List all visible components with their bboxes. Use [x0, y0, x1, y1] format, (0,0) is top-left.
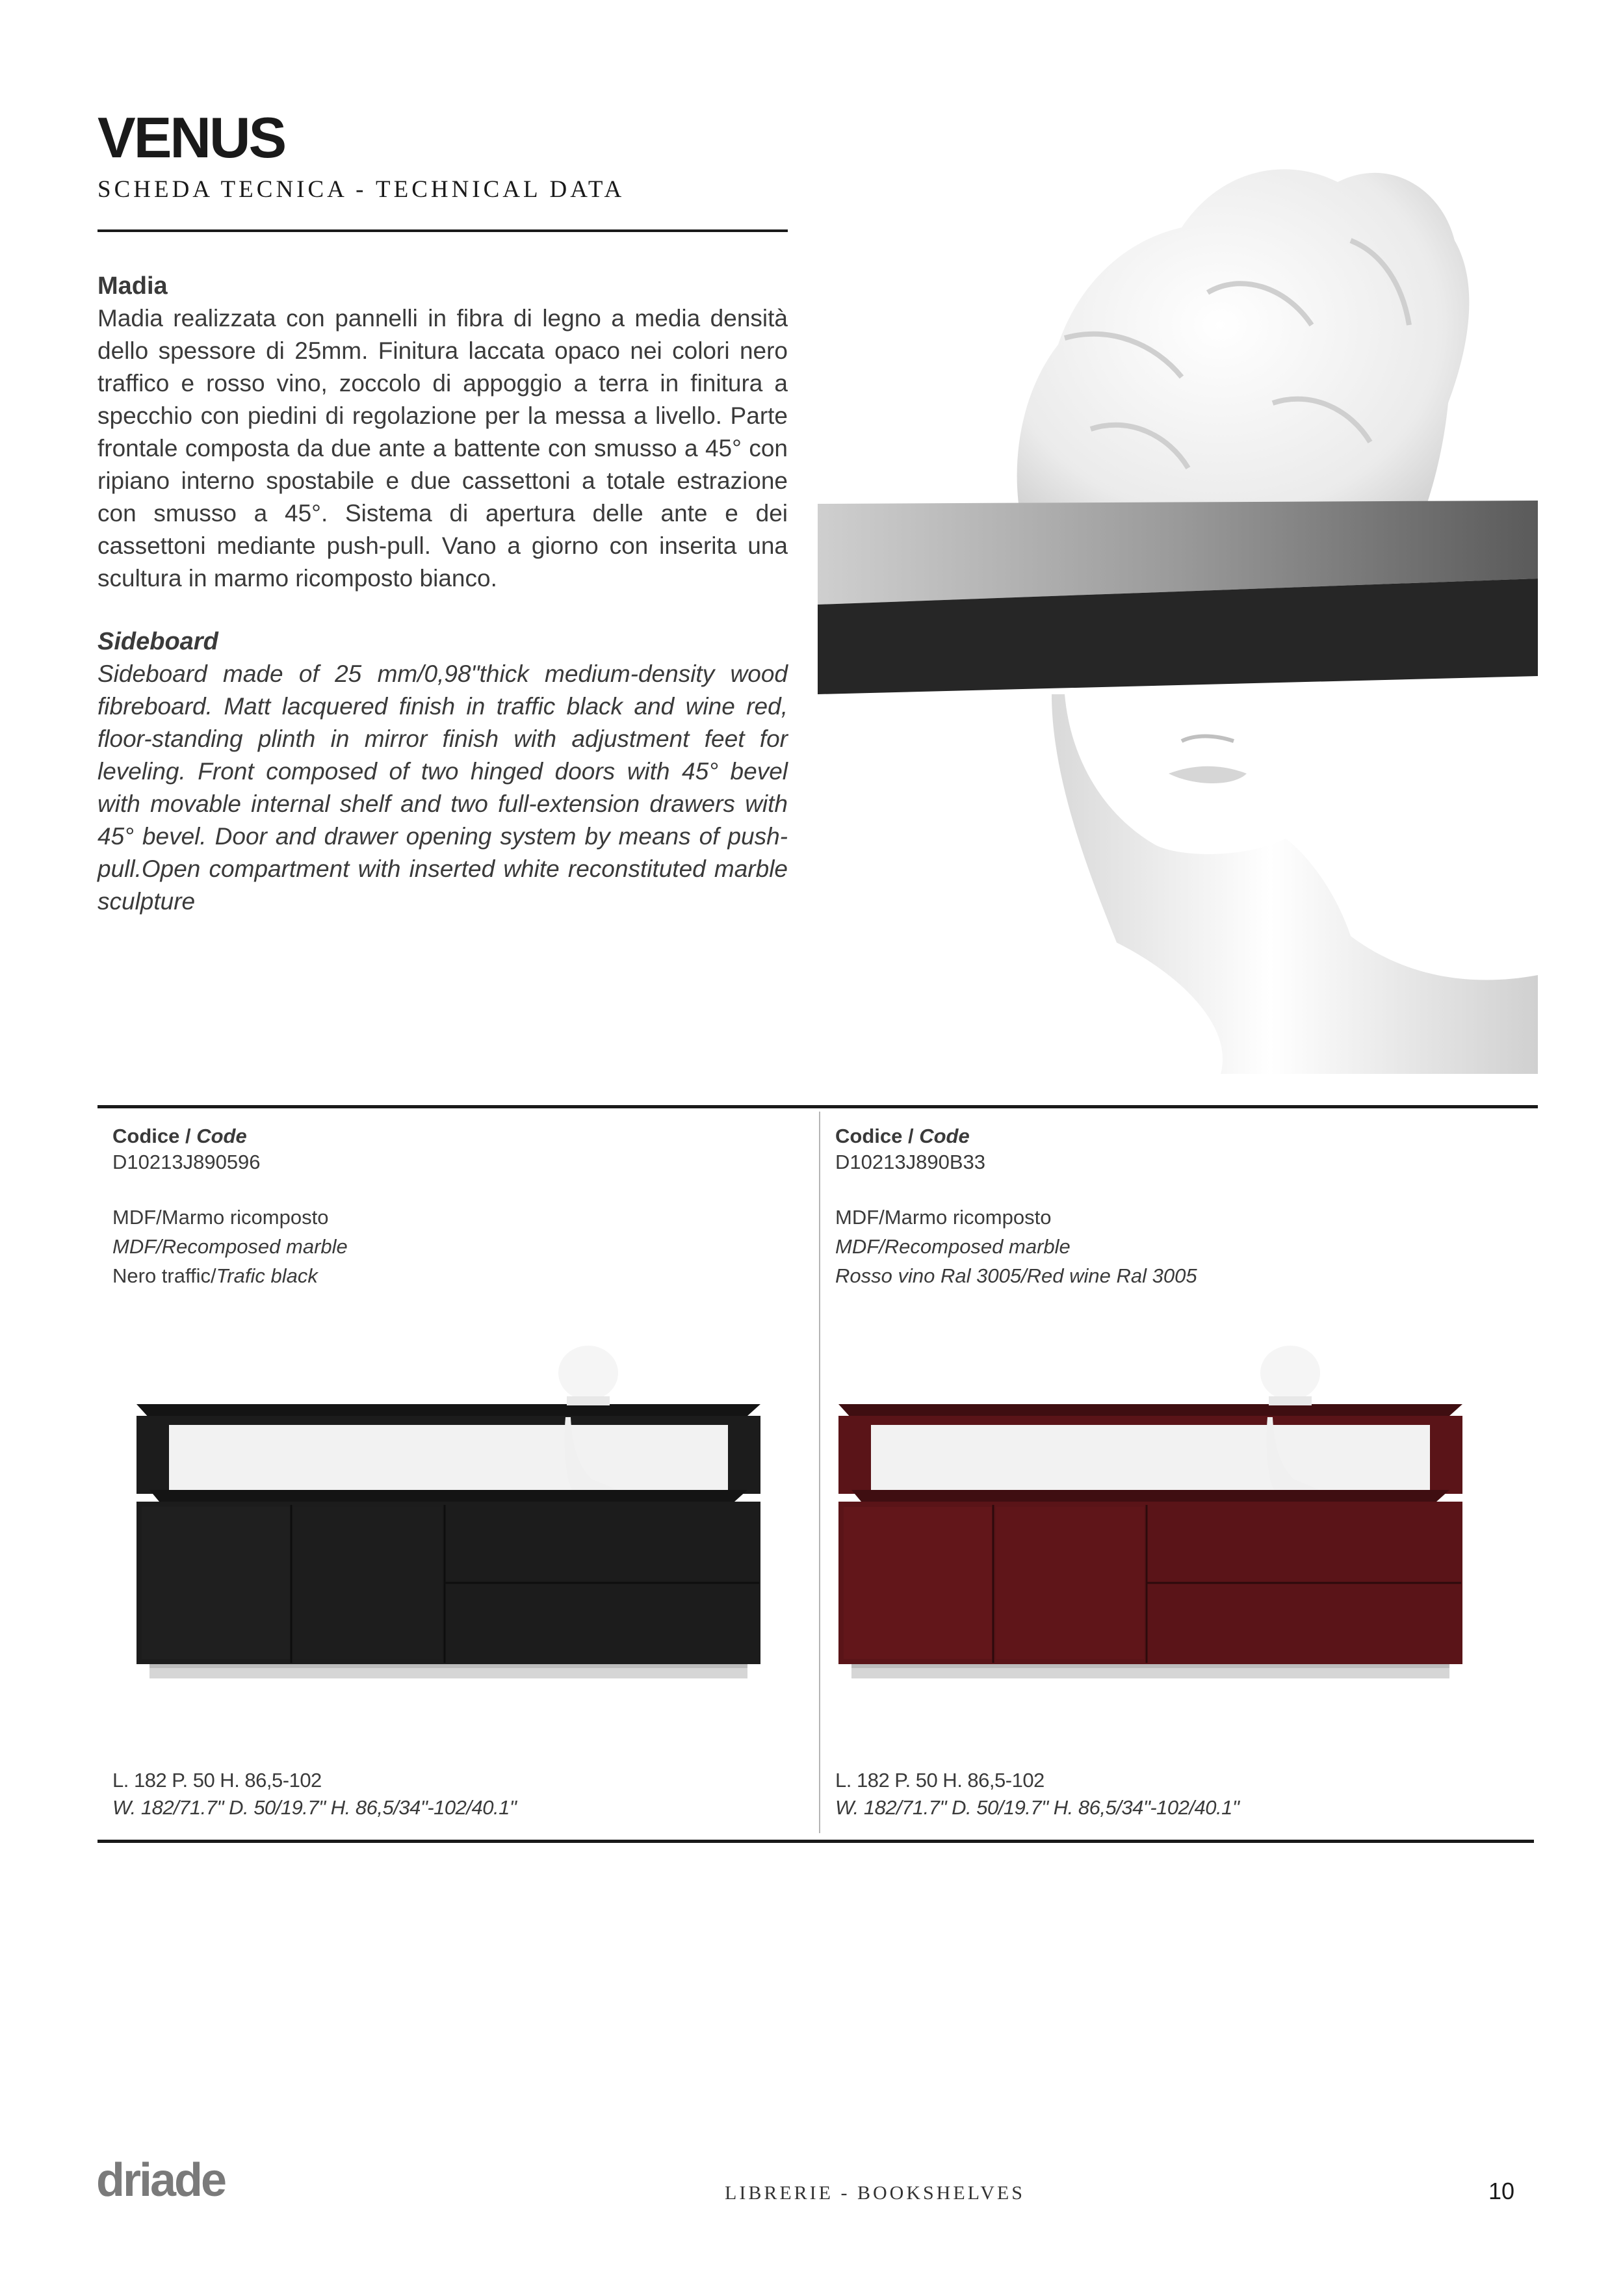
- product-title: VENUS: [97, 105, 285, 170]
- spec-section-top-rule: [97, 1105, 1538, 1108]
- description-italian-body: Madia realizzata con pannelli in fibra di legno a media densità dello spessore di 25mm. Finitura laccata opaco nei colori nero traffico e rosso vino, zoccolo di appoggio a terra in finitura a specchio con piedini di regolazione per la messa a livello. Parte frontale composta da due ante a battente con smusso a 45° con ripiano interno spostabile e due cassettoni a totale estrazione con smusso a 45°. Sistema di apertura delle ante e dei cassettoni mediante push-pull. Vano a giorno con inserita una scultura in marmo ricomposto bianco.: [97, 305, 788, 592]
- material-italian: MDF/Marmo ricomposto: [835, 1206, 1052, 1229]
- material-italian: MDF/Marmo ricomposto: [112, 1206, 329, 1229]
- door-left: [844, 1507, 992, 1659]
- spec-column-divider: [819, 1112, 820, 1833]
- hero-sculpture-image: [818, 130, 1538, 1074]
- plinth-shadow: [149, 1664, 747, 1668]
- page-number: 10: [1488, 2178, 1515, 2204]
- open-compartment: [169, 1425, 728, 1490]
- description-english-heading: Sideboard: [97, 628, 218, 655]
- description-italian-heading: Madia: [97, 272, 168, 300]
- door-right: [996, 1507, 1144, 1659]
- material-info: [835, 1203, 1485, 1290]
- description-english-body: Sideboard made of 25 mm/0,98"thick medium-density wood fibreboard. Matt lacquered finish in traffic black and wine red, floor-standing plinth in mirror finish with adjustment feet for leveling. Front composed of two hinged doors with 45° bevel with movable internal shelf and two full-extension drawers with 45° bevel. Door and drawer opening system by means of push-pull.Open compartment with inserted white reconstituted marble sculpture: [97, 660, 788, 915]
- dimensions-italian: L. 182 P. 50 H. 86,5-102: [112, 1769, 322, 1792]
- header-divider: [97, 229, 788, 232]
- sculpture-head: [558, 1346, 618, 1400]
- spec-section-bottom-rule: [97, 1840, 1534, 1843]
- door-right: [294, 1507, 442, 1659]
- product-code: D10213J890596: [112, 1151, 261, 1173]
- material-info: [112, 1203, 762, 1290]
- door-left: [142, 1507, 290, 1659]
- description-english: [97, 625, 788, 918]
- footer-section-label: LIBRERIE - BOOKSHELVES: [725, 2182, 1025, 2204]
- dimensions-english: W. 182/71.7" D. 50/19.7" H. 86,5/34"-102/40.1": [835, 1796, 1240, 1819]
- dimensions-english: W. 182/71.7" D. 50/19.7" H. 86,5/34"-102/40.1": [112, 1796, 517, 1819]
- dimensions-italian: L. 182 P. 50 H. 86,5-102: [835, 1769, 1045, 1792]
- variant-black-dimensions: [112, 1767, 516, 1821]
- sculpture-face: [567, 1396, 610, 1405]
- sculpture-head: [1260, 1346, 1320, 1400]
- finish-info: Nero traffic/Trafic black: [112, 1264, 318, 1287]
- sculpture-face: [1269, 1396, 1312, 1405]
- variant-red-dimensions: [835, 1767, 1239, 1821]
- material-english: MDF/Recomposed marble: [835, 1235, 1071, 1258]
- sideboard-red-image: [825, 1320, 1475, 1697]
- product-code: D10213J890B33: [835, 1151, 985, 1173]
- plinth-shadow: [851, 1664, 1449, 1668]
- description-italian: [97, 270, 788, 595]
- code-label: Codice / Code: [835, 1125, 970, 1147]
- variant-black-spec: [112, 1123, 762, 1290]
- brand-logo: driade: [96, 2154, 226, 2206]
- material-english: MDF/Recomposed marble: [112, 1235, 348, 1258]
- code-label: Codice / Code: [112, 1125, 247, 1147]
- page-subtitle: SCHEDA TECNICA - TECHNICAL DATA: [97, 176, 625, 203]
- shelf-surface: [851, 1490, 1449, 1502]
- shelf-surface: [149, 1490, 747, 1502]
- open-compartment: [871, 1425, 1430, 1490]
- sideboard-black-image: [123, 1320, 773, 1697]
- finish-info: Rosso vino Ral 3005/Red wine Ral 3005: [835, 1264, 1197, 1287]
- variant-red-spec: [835, 1123, 1485, 1290]
